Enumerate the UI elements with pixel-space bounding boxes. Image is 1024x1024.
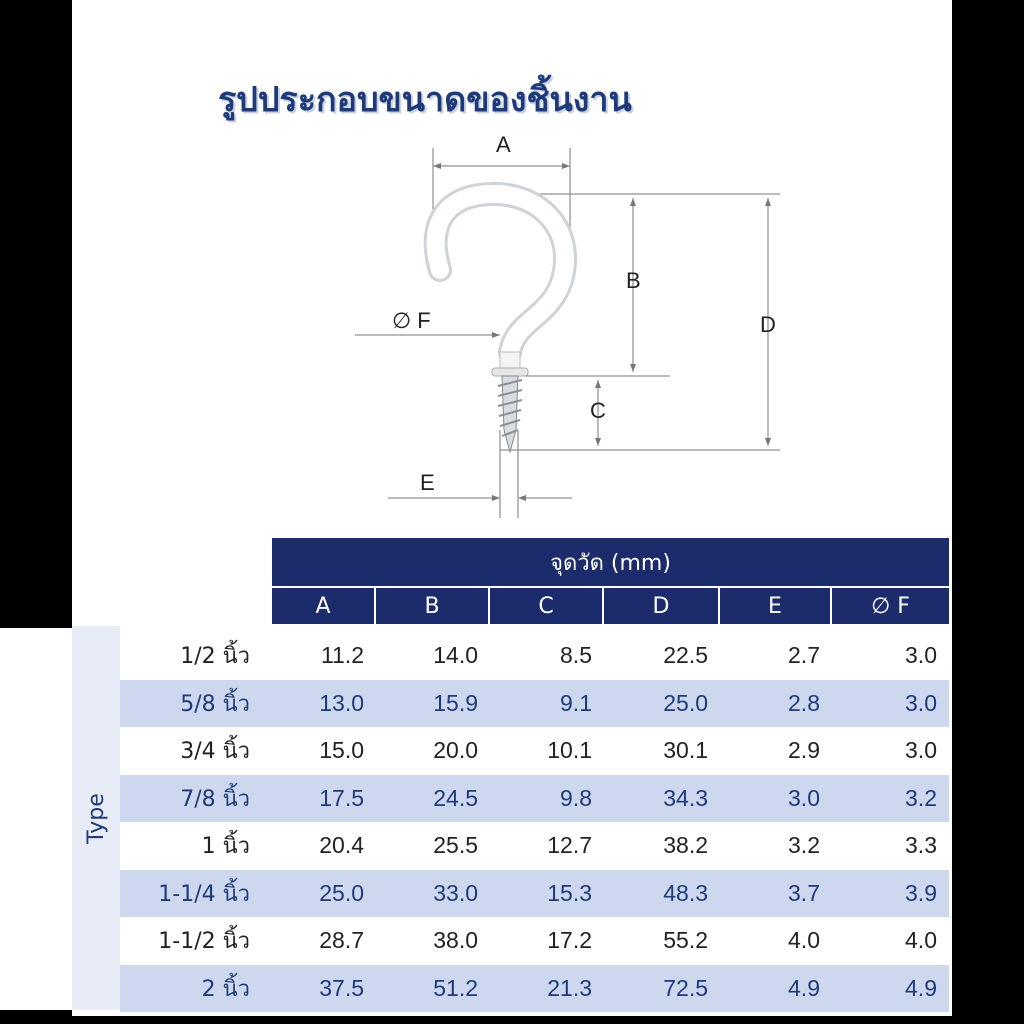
row-label: 2 นิ้ว bbox=[201, 976, 250, 1002]
table-cell: 3.7 bbox=[788, 879, 820, 906]
row-label: 5/8 นิ้ว bbox=[180, 691, 250, 717]
table-cell: 30.1 bbox=[663, 737, 708, 764]
table-cell: 3.2 bbox=[905, 784, 937, 811]
table-row bbox=[120, 775, 949, 823]
table-cell: 20.4 bbox=[319, 832, 364, 859]
dim-label-d: D bbox=[760, 312, 776, 337]
left-border bbox=[0, 0, 72, 628]
table-body bbox=[120, 632, 949, 1012]
row-label: 1 นิ้ว bbox=[201, 834, 250, 860]
table-cell: 55.2 bbox=[663, 927, 708, 954]
hook-shape bbox=[436, 194, 565, 452]
table-row bbox=[120, 965, 949, 1013]
table-cell: 37.5 bbox=[319, 974, 364, 1001]
row-label: 1-1/2 นิ้ว bbox=[158, 929, 250, 955]
dim-label-f: ∅ F bbox=[392, 308, 431, 333]
table-cell: 33.0 bbox=[433, 879, 478, 906]
row-label: 3/4 นิ้ว bbox=[180, 739, 250, 765]
table-cell: 22.5 bbox=[663, 642, 708, 669]
dim-label-b: B bbox=[626, 268, 641, 293]
table-row bbox=[120, 632, 949, 680]
row-label: 1/2 นิ้ว bbox=[180, 644, 250, 670]
table-cell: 48.3 bbox=[663, 879, 708, 906]
table-column-headers bbox=[272, 588, 949, 624]
col-header-b: B bbox=[376, 588, 490, 624]
table-cell: 9.8 bbox=[560, 784, 592, 811]
table-row bbox=[120, 727, 949, 775]
table-cell: 72.5 bbox=[663, 974, 708, 1001]
table-cell: 9.1 bbox=[560, 689, 592, 716]
table-cell: 25.5 bbox=[433, 832, 478, 859]
row-axis-label bbox=[72, 626, 120, 1010]
table-cell: 12.7 bbox=[547, 832, 592, 859]
table-cell: 4.9 bbox=[905, 974, 937, 1001]
table-cell: 38.2 bbox=[663, 832, 708, 859]
right-border bbox=[952, 0, 1024, 1024]
table-cell: 25.0 bbox=[319, 879, 364, 906]
table-cell: 21.3 bbox=[547, 974, 592, 1001]
table-cell: 15.9 bbox=[433, 689, 478, 716]
col-header-f: ∅ F bbox=[832, 588, 949, 624]
table-cell: 3.3 bbox=[905, 832, 937, 859]
table-cell: 4.0 bbox=[905, 927, 937, 954]
table-cell: 10.1 bbox=[547, 737, 592, 764]
table-cell: 11.2 bbox=[320, 642, 364, 669]
row-axis-text: Type bbox=[83, 792, 109, 844]
col-header-d: D bbox=[604, 588, 720, 624]
table-cell: 3.0 bbox=[905, 689, 937, 716]
table-cell: 38.0 bbox=[433, 927, 478, 954]
table-cell: 3.0 bbox=[905, 642, 937, 669]
table-row bbox=[120, 680, 949, 728]
table-cell: 17.5 bbox=[319, 784, 364, 811]
table-cell: 3.9 bbox=[905, 879, 937, 906]
table-cell: 8.5 bbox=[560, 642, 592, 669]
bottom-border bbox=[0, 1016, 1024, 1024]
table-cell: 3.0 bbox=[905, 737, 937, 764]
table-cell: 15.0 bbox=[319, 737, 364, 764]
table-cell: 15.3 bbox=[547, 879, 592, 906]
table-group-header: จุดวัด (mm) bbox=[272, 538, 949, 586]
table-row bbox=[120, 870, 949, 918]
table-cell: 2.7 bbox=[788, 642, 820, 669]
table-row bbox=[120, 822, 949, 870]
table-cell: 4.9 bbox=[788, 974, 820, 1001]
table-cell: 3.2 bbox=[788, 832, 820, 859]
col-header-a: A bbox=[272, 588, 376, 624]
table-cell: 17.2 bbox=[547, 927, 592, 954]
hook-diagram bbox=[340, 130, 800, 530]
dim-label-a: A bbox=[496, 132, 511, 157]
dim-label-e: E bbox=[420, 470, 435, 495]
table-cell: 2.9 bbox=[788, 737, 820, 764]
table-cell: 24.5 bbox=[433, 784, 478, 811]
table-cell: 34.3 bbox=[663, 784, 708, 811]
table-cell: 2.8 bbox=[788, 689, 820, 716]
table-cell: 25.0 bbox=[663, 689, 708, 716]
page-title: รูปประกอบขนาดของชิ้นงาน bbox=[218, 80, 632, 120]
table-row bbox=[120, 917, 949, 965]
table-cell: 13.0 bbox=[319, 689, 364, 716]
col-header-e: E bbox=[720, 588, 832, 624]
row-label: 7/8 นิ้ว bbox=[180, 786, 250, 812]
row-label: 1-1/4 นิ้ว bbox=[158, 881, 250, 907]
table-cell: 14.0 bbox=[433, 642, 478, 669]
table-cell: 4.0 bbox=[788, 927, 820, 954]
col-header-c: C bbox=[490, 588, 604, 624]
table-cell: 3.0 bbox=[788, 784, 820, 811]
dim-label-c: C bbox=[590, 398, 606, 423]
table-cell: 20.0 bbox=[433, 737, 478, 764]
table-cell: 51.2 bbox=[433, 974, 478, 1001]
table-cell: 28.7 bbox=[319, 927, 364, 954]
